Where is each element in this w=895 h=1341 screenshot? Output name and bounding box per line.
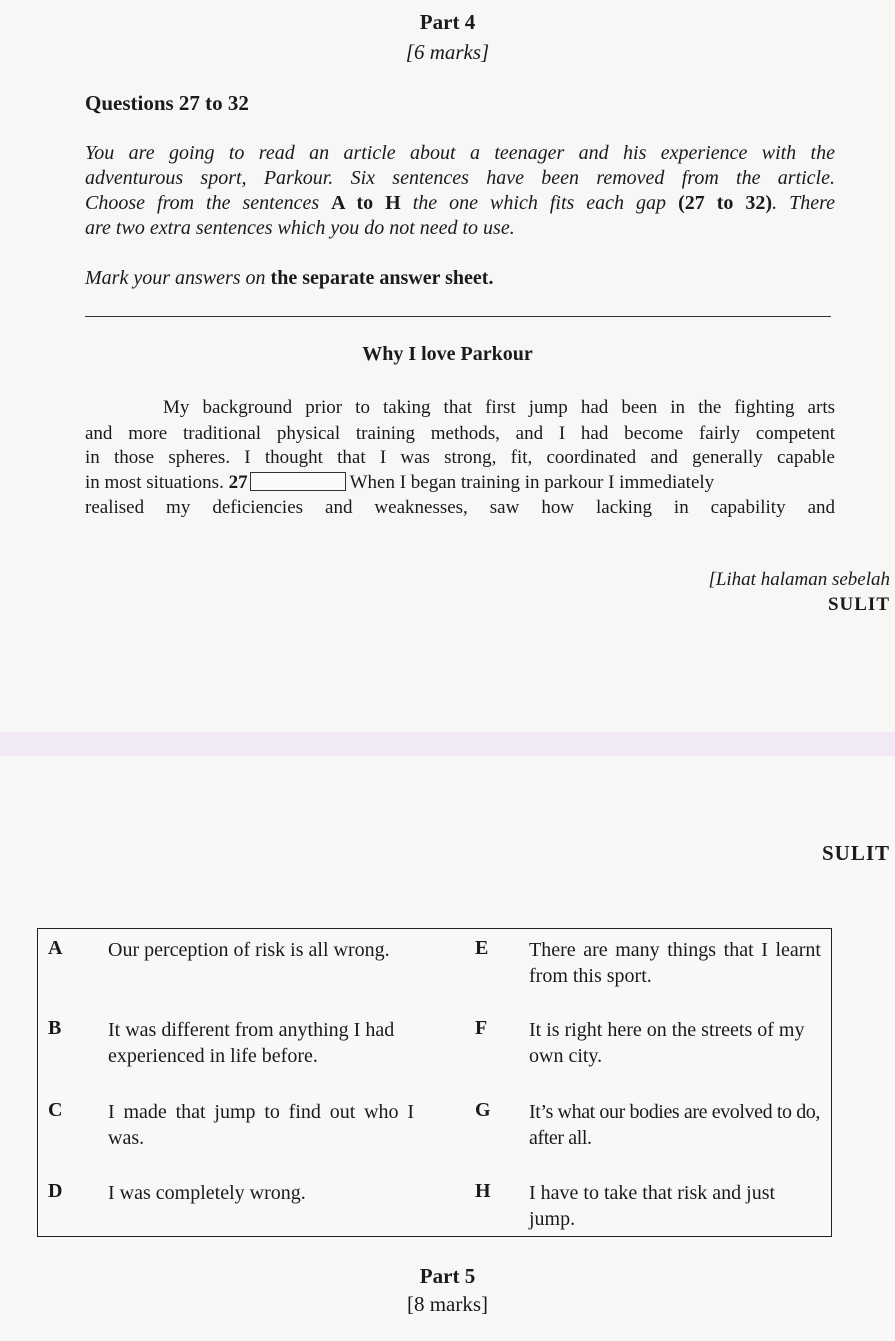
part5-title: Part 5	[419, 1264, 476, 1288]
questions-range: Questions 27 to 32	[85, 91, 249, 115]
instructions-range-letters: A to H	[331, 192, 401, 214]
option-e-letter: E	[475, 937, 489, 959]
article-line-5: realised my deficiencies and weaknesses, saw how lacking in capability and	[85, 497, 835, 518]
option-g-text: It’s what our bodies are evolved to do, after all.	[529, 1101, 820, 1149]
instructions-text-a: Choose from the sentences	[85, 192, 332, 214]
sulit-label-1: SULIT	[827, 594, 890, 615]
option-h-text: I have to take that risk and just jump.	[529, 1182, 776, 1230]
option-f-text: It is right here on the streets of my own city.	[529, 1019, 805, 1067]
article-title: Why I love Parkour	[362, 343, 533, 365]
mark-answers	[85, 267, 493, 290]
option-f-letter: F	[475, 1017, 488, 1039]
mark-answers-bold: the separate answer sheet.	[265, 267, 494, 289]
option-h-letter: H	[475, 1180, 491, 1202]
instructions-line-2: adventurous sport, Parkour. Six sentences have been removed from the article.	[85, 167, 835, 189]
lihat-halaman: [Lihat halaman sebelah	[708, 569, 890, 590]
instructions-text-b: the one which fits each gap	[400, 192, 679, 214]
article-line-3: in those spheres. I thought that I was strong, fit, coordinated and generally capable	[85, 447, 835, 468]
option-d-text: I was completely wrong.	[108, 1182, 306, 1204]
instructions-line-4: are two extra sentences which you do not need to use.	[85, 217, 515, 239]
instructions-text-c: . There	[772, 192, 836, 214]
mark-answers-prefix: Mark your answers on	[85, 267, 266, 289]
sulit-label-2: SULIT	[821, 841, 890, 865]
instructions-line-3	[85, 191, 835, 216]
option-a-text: Our perception of risk is all wrong.	[108, 939, 390, 961]
option-b-letter: B	[48, 1017, 62, 1039]
option-g-letter: G	[475, 1099, 491, 1121]
divider-rule	[85, 316, 831, 317]
part5-marks: [8 marks]	[406, 1292, 489, 1316]
gap-27-box[interactable]	[250, 472, 346, 491]
article-line-4-after: When I began training in parkour I immediately	[349, 472, 715, 493]
article-line-1: My background prior to taking that first jump had been in the fighting arts	[163, 397, 835, 418]
option-a-letter: A	[48, 937, 63, 959]
article-line-4-text: in most situations.	[85, 472, 224, 493]
gap-number-27: 27	[228, 472, 248, 493]
instructions-range-numbers: (27 to 32)	[678, 192, 773, 214]
options-box	[37, 928, 832, 1237]
option-c-text: I made that jump to find out who I was.	[108, 1101, 414, 1149]
option-c-letter: C	[48, 1099, 63, 1121]
article-line-4	[85, 471, 835, 495]
instructions-line-1: You are going to read an article about a teenager and his experience with the	[85, 142, 835, 164]
article-line-2: and more traditional physical training methods, and I had become fairly competent	[85, 423, 835, 444]
part4-title: Part 4	[419, 10, 476, 34]
option-b-text: It was different from anything I had experienced in life before.	[108, 1019, 395, 1067]
instructions	[85, 141, 835, 241]
option-e-text: There are many things that I learnt from this sport.	[529, 939, 821, 987]
option-d-letter: D	[48, 1180, 63, 1202]
part4-marks: [6 marks]	[405, 40, 490, 64]
page-separator	[0, 732, 895, 756]
